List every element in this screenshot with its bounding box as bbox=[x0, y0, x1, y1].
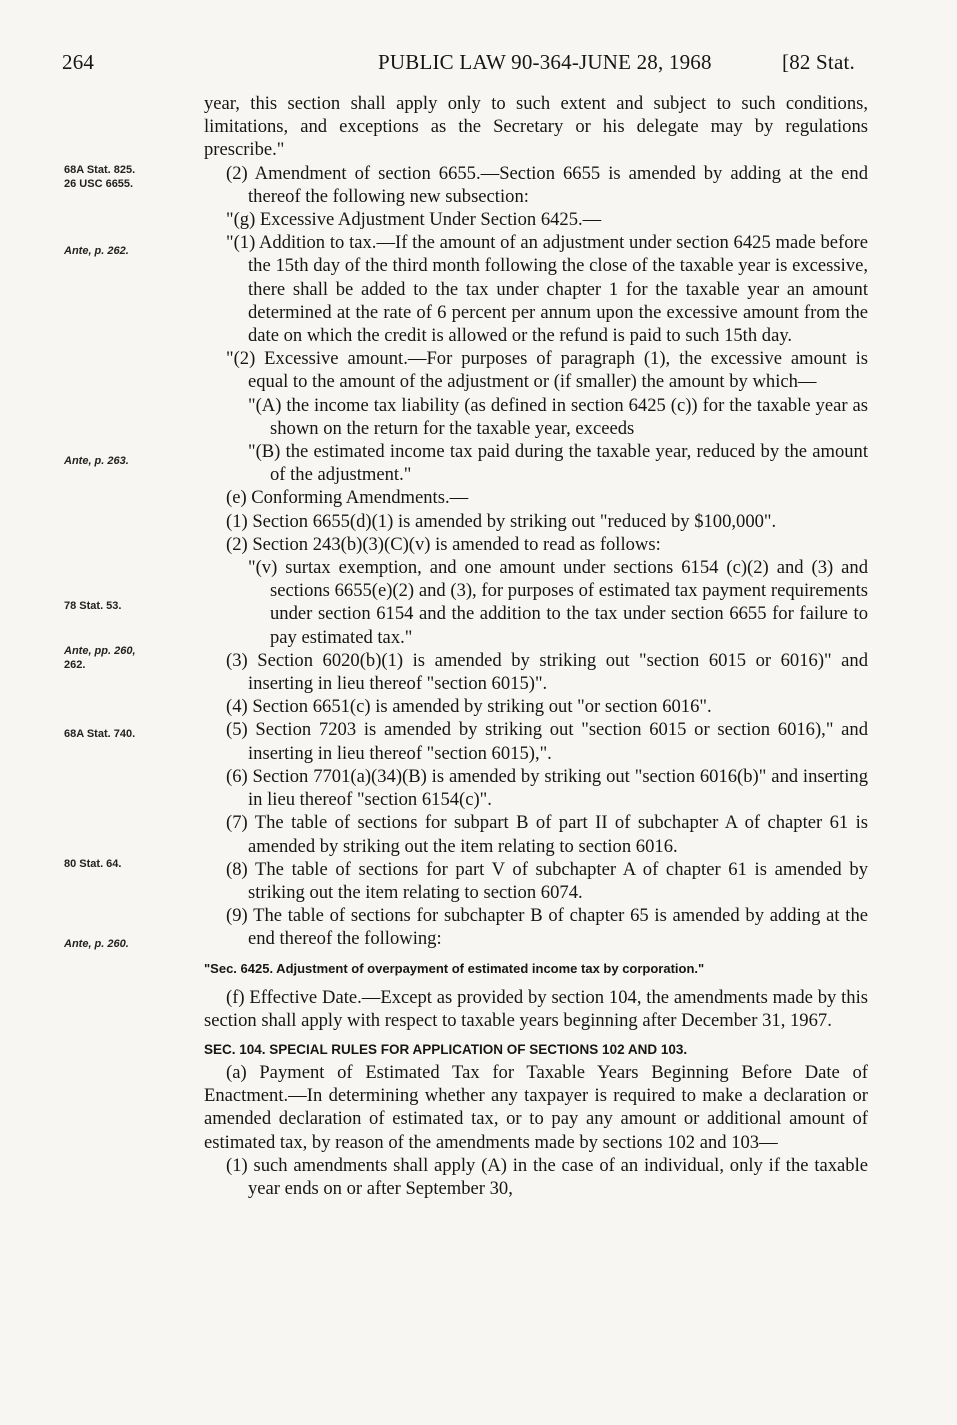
table-of-sections-entry: "Sec. 6425. Adjustment of overpayment of estimated income tax by corporation." bbox=[204, 960, 705, 976]
paragraph: "(A) the income tax liability (as defined in section 6425 (c)) for the taxable year as shown on the return for the taxable year, exceeds bbox=[248, 394, 868, 439]
margin-note-text: Ante, pp. 260, bbox=[64, 645, 136, 657]
paragraph: (8) The table of sections for part V of subchapter A of chapter 61 is amended by striking out the item relating to section 6074. bbox=[226, 858, 868, 903]
paragraph: (1) such amendments shall apply (A) in the case of an individual, only if the taxable year ends on or after September 30, bbox=[226, 1154, 868, 1199]
paragraph: (9) The table of sections for subchapter B of chapter 65 is amended by adding at the end thereof the following: bbox=[226, 905, 868, 950]
margin-note-text: Ante, p. 262. bbox=[64, 245, 129, 257]
paragraph: "(B) the estimated income tax paid during the taxable year, reduced by the amount of the adjustment." bbox=[248, 441, 868, 486]
margin-note: 68A Stat. 740. bbox=[64, 728, 136, 740]
section-heading: SEC. 104. SPECIAL RULES FOR APPLICATION OF SECTIONS 102 AND 103. bbox=[204, 1041, 688, 1057]
paragraph: (6) Section 7701(a)(34)(B) is amended by striking out "section 6016(b)" and inserting in lieu thereof "section 6154(c)". bbox=[226, 765, 868, 811]
paragraph: (a) Payment of Estimated Tax for Taxable Years Beginning Before Date of Enactment.—In determining whether any taxpayer is required to make a declaration or amended declaration of estimated tax, or to pay any amount or additional amount of estimated tax, by reason of the amendments made by sections 102 and 103— bbox=[204, 1061, 868, 1153]
margin-note: 26 USC 6655. bbox=[64, 178, 134, 190]
margin-note-text: Ante, p. 260. bbox=[64, 938, 129, 950]
paragraph: (2) Section 243(b)(3)(C)(v) is amended to read as follows: bbox=[226, 533, 661, 555]
paragraph: (1) Section 6655(d)(1) is amended by striking out "reduced by $100,000". bbox=[226, 510, 777, 532]
paragraph: (4) Section 6651(c) is amended by striking out "or section 6016". bbox=[226, 696, 712, 718]
paragraph: year, this section shall apply only to such extent and subject to such conditions, limitations, and exceptions as the Secretary or his delegate may by regulations prescribe." bbox=[204, 93, 868, 161]
paragraph: "(1) Addition to tax.—If the amount of an adjustment under section 6425 made before the 15th day of the third month following the close of the taxable year is excessive, there shall be added to the tax under chapter 1 for the taxable year an amount determined at the rate of 6 percent per annum upon the excessive amount from the date on which the credit is allowed or the refund is paid to such 15th day. bbox=[226, 232, 868, 347]
margin-note bbox=[64, 645, 192, 658]
margin-note-text: Ante, p. 263. bbox=[64, 455, 129, 467]
paragraph: (5) Section 7203 is amended by striking out "section 6015 or section 6016)," and inserting in lieu thereof "section 6015),". bbox=[226, 719, 868, 764]
paragraph: "(2) Excessive amount.—For purposes of paragraph (1), the excessive amount is equal to the amount of the adjustment or (if smaller) the amount by which— bbox=[226, 348, 868, 393]
margin-note: 262. bbox=[64, 659, 86, 671]
margin-note: 80 Stat. 64. bbox=[64, 858, 122, 870]
statute-volume: [82 Stat. bbox=[782, 50, 855, 74]
paragraph: (2) Amendment of section 6655.—Section 6655 is amended by adding at the end thereof the following new subsection: bbox=[226, 162, 868, 207]
paragraph: (3) Section 6020(b)(1) is amended by striking out "section 6015 or 6016)" and inserting in lieu thereof "section 6015)". bbox=[226, 649, 868, 695]
running-title: PUBLIC LAW 90-364-JUNE 28, 1968 bbox=[378, 50, 712, 74]
margin-note bbox=[64, 938, 192, 951]
margin-note: 78 Stat. 53. bbox=[64, 600, 122, 612]
margin-note: 68A Stat. 825. bbox=[64, 164, 136, 176]
margin-note bbox=[64, 245, 192, 258]
paragraph: "(v) surtax exemption, and one amount under sections 6154 (c)(2) and (3) and sections 6655(e)(2) and (3), for purposes of estimated tax payment requirements under section 6154 and the addition to the tax under section 6655 for failure to pay estimated tax." bbox=[248, 557, 868, 648]
subsection-heading: (e) Conforming Amendments.— bbox=[226, 487, 469, 509]
body-text bbox=[204, 92, 868, 1200]
paragraph: (f) Effective Date.—Except as provided by section 104, the amendments made by this section shall apply with respect to taxable years beginning after December 31, 1967. bbox=[204, 986, 868, 1031]
paragraph: (7) The table of sections for subpart B of part II of subchapter A of chapter 61 is amended by striking out the item relating to section 6016. bbox=[226, 812, 868, 857]
page-number: 264 bbox=[62, 50, 95, 74]
margin-note bbox=[64, 455, 192, 468]
subsection-heading: "(g) Excessive Adjustment Under Section 6425.— bbox=[226, 209, 602, 231]
